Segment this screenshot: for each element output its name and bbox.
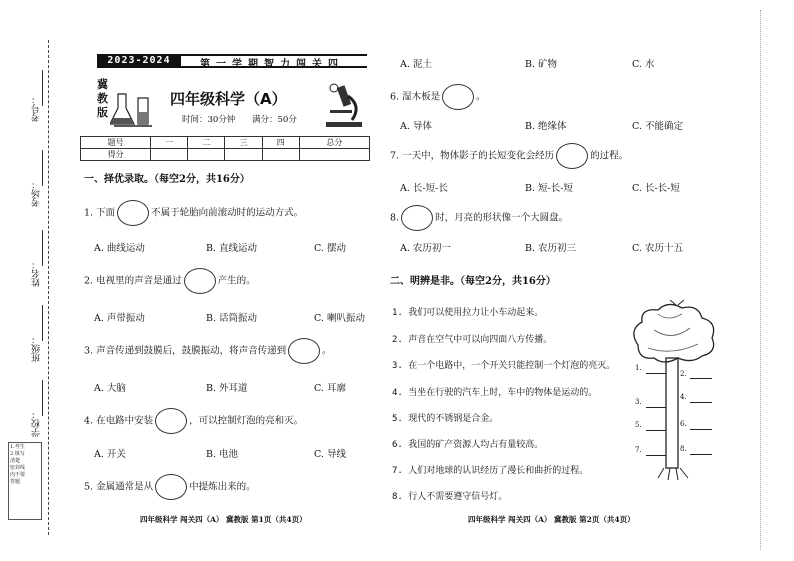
question-6 [390,84,486,110]
answer-blank[interactable] [184,268,216,294]
scan-edge-line [760,10,761,550]
question-text: ，可以控制灯泡的亮和灭。 [189,415,304,427]
option-c[interactable]: C. 导线 [314,449,346,460]
answer-blank[interactable] [442,84,474,110]
school-field[interactable] [42,380,43,416]
option-b[interactable]: B. 电池 [206,449,239,460]
notice-line: 2.填写 [10,451,25,457]
tree-number: 4. [680,393,687,401]
option-a[interactable]: A. 开关 [94,449,126,460]
tree-number: 2. [680,370,687,378]
answer-blank[interactable] [117,200,149,226]
tree-illustration [628,300,728,505]
answer-line[interactable] [646,407,666,408]
question-8 [390,205,568,231]
exam-room-label: 考场： [32,180,42,207]
name-label: 姓名： [32,260,42,287]
answer-line[interactable] [690,429,712,430]
tree-number: 5. [635,421,642,429]
answer-line[interactable] [690,402,712,403]
table-cell: 一 [151,137,188,149]
question-text: 。 [476,91,486,103]
notice-line: 清楚 [10,458,21,464]
score-input-cell[interactable] [188,149,225,161]
option-c[interactable]: C. 摆动 [314,243,346,254]
table-cell: 三 [225,137,262,149]
option-b[interactable]: B. 话筒振动 [206,313,258,324]
option-c[interactable]: C. 不能确定 [632,121,683,132]
notice-line: 内不要 [10,472,26,478]
question-text: 不属于轮胎向前滚动时的运动方式。 [151,207,304,219]
score-input-cell[interactable] [225,149,262,161]
question-text: 8. [390,212,400,224]
section2-heading: 二、明辨是非。（每空2分，共16分） [390,276,556,287]
question-text: 3. 声音传递到鼓膜后，鼓膜振动，将声音传递到 [84,345,287,357]
full-score: 满分：50分 [252,115,297,125]
flask-illustration [110,84,156,130]
question-1 [84,200,303,226]
answer-blank[interactable] [155,474,187,500]
question-text: 1. 下面 [84,207,116,219]
statement-3: 3. 在一个电路中，一个开关只能控制一个灯泡的亮灭。 [392,361,616,371]
option-a[interactable]: A. 长-短-长 [400,183,448,194]
question-text: 。 [322,345,332,357]
class-label: 班级： [32,335,42,362]
score-input-cell[interactable] [299,149,369,161]
answer-blank[interactable] [401,205,433,231]
option-b[interactable]: B. 直线运动 [206,243,258,254]
table-cell: 总分 [299,137,369,149]
page-footer-right: 四年级科学 闯关四（A） 冀教版 第2页（共4页） [468,515,635,524]
answer-blank[interactable] [288,338,320,364]
answer-blank[interactable] [155,408,187,434]
microscope-illustration [322,82,368,130]
tree-number: 3. [635,398,642,406]
statement-6: 6. 我国的矿产资源人均占有量较高。 [392,440,544,450]
score-table [80,136,370,161]
time-limit: 时间：30分钟 [182,115,236,125]
answer-line[interactable] [646,430,666,431]
question-text: 的过程。 [590,150,629,162]
statement-4: 4. 当坐在行驶的汽车上时，车中的物体是运动的。 [392,388,598,398]
statement-2: 2. 声音在空气中可以向四面八方传播。 [392,335,553,345]
name-field[interactable] [42,230,43,266]
question-7 [390,143,628,169]
option-c[interactable]: C. 农历十五 [632,243,683,254]
question-text: 4. 在电路中安装 [84,415,154,427]
option-b[interactable]: B. 短-长-短 [525,183,573,194]
exam-subtitle: 第一学期智力闯关四 [200,59,344,70]
binding-notice-box [8,442,42,520]
notice-line: 密封线 [10,465,26,471]
statement-1: 1. 我们可以使用拉力让小车动起来。 [392,308,544,318]
edition-label: 冀教版 [97,78,108,119]
question-text: 产生的。 [217,275,256,287]
statement-8: 8. 行人不需要遵守信号灯。 [392,492,508,502]
statement-7: 7. 人们对地球的认识经历了漫长和曲折的过程。 [392,466,589,476]
option-b[interactable]: B. 农历初三 [525,243,577,254]
option-b[interactable]: B. 绝缘体 [525,121,567,132]
option-a[interactable]: A. 导体 [400,121,432,132]
score-input-cell[interactable] [262,149,299,161]
question-text: 时，月亮的形状像一个大圆盘。 [435,212,569,224]
option-b[interactable]: B. 矿物 [525,59,558,70]
paper-title: 四年级科学（A） [170,90,287,108]
question-text: 5. 金属通常是从 [84,481,154,493]
exam-room-field[interactable] [42,150,43,186]
option-a[interactable]: A. 声带振动 [94,313,145,324]
table-cell: 四 [262,137,299,149]
question-5 [84,474,256,500]
answer-line[interactable] [690,378,712,379]
option-c[interactable]: C. 长-长-短 [632,183,680,194]
option-a[interactable]: A. 农历初一 [400,243,451,254]
option-b[interactable]: B. 外耳道 [206,383,248,394]
answer-line[interactable] [646,373,666,374]
option-a[interactable]: A. 曲线运动 [94,243,145,254]
question-2 [84,268,256,294]
question-text: 6. 湿木板是 [390,91,441,103]
table-cell: 得分 [81,149,151,161]
tree-number: 1. [635,364,642,372]
binding-dashed-line [48,40,49,535]
option-c[interactable]: C. 耳廓 [314,383,346,394]
statement-5: 5. 现代的不锈钢是合金。 [392,414,499,424]
exam-number-field[interactable] [42,70,43,106]
table-cell: 二 [188,137,225,149]
question-3 [84,338,332,364]
answer-line[interactable] [690,454,712,455]
answer-blank[interactable] [556,143,588,169]
tree-number: 6. [680,420,687,428]
score-table-row [81,137,370,149]
option-a[interactable]: A. 大脑 [94,383,126,394]
option-a[interactable]: A. 泥土 [400,59,432,70]
answer-line[interactable] [646,455,666,456]
question-text: 中提炼出来的。 [189,481,256,493]
score-table-row [81,149,370,161]
class-field[interactable] [42,305,43,341]
year-badge: 2023-2024 [97,54,181,68]
question-text: 7. 一天中，物体影子的长短变化会经历 [390,150,555,162]
question-4 [84,408,303,434]
option-c[interactable]: C. 水 [632,59,655,70]
notice-line: 答题 [10,479,21,485]
table-cell: 题号 [81,137,151,149]
score-input-cell[interactable] [151,149,188,161]
tree-number: 7. [635,446,642,454]
option-c[interactable]: C. 喇叭振动 [314,313,365,324]
section1-heading: 一、择优录取。（每空2分，共16分） [84,174,250,185]
school-label: 学校： [32,410,42,437]
page-footer-left: 四年级科学 闯关四（A） 冀教版 第1页（共4页） [140,515,307,524]
exam-number-label: 考号： [32,95,42,122]
question-text: 2. 电视里的声音是通过 [84,275,182,287]
tree-number: 8. [680,445,687,453]
notice-line: 1.考生 [10,444,25,450]
